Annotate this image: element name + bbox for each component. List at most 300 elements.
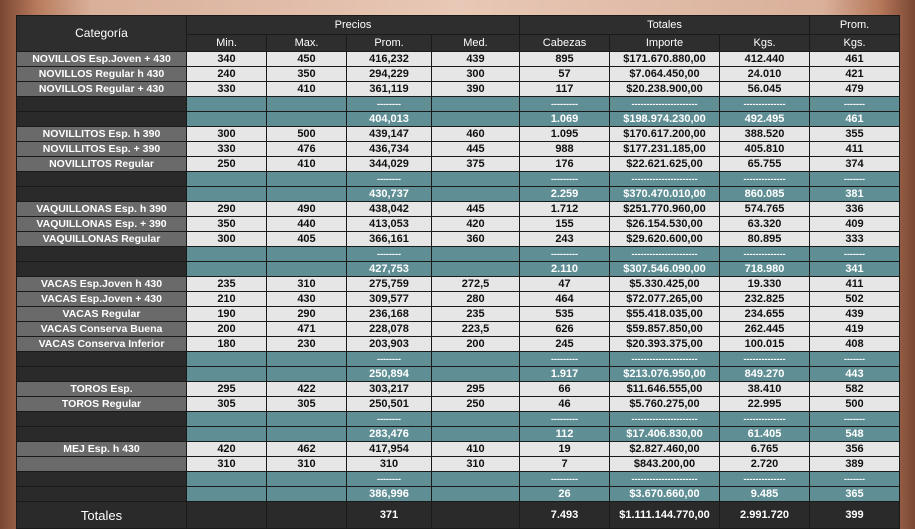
subtotal-empty [267, 187, 347, 202]
cell-prom-kgs: 502 [810, 292, 900, 307]
separator-prom: -------- [347, 412, 432, 427]
cell-min: 340 [187, 52, 267, 67]
row-category: VACAS Conserva Buena [17, 322, 187, 337]
cell-importe: $20.393.375,00 [610, 337, 720, 352]
separator-kgs: -------------- [720, 172, 810, 187]
subtotal-empty [187, 262, 267, 277]
row-category: TOROS Regular [17, 397, 187, 412]
separator-prom: -------- [347, 172, 432, 187]
subtotal-prom-kgs: 443 [810, 367, 900, 382]
cell-max: 422 [267, 382, 347, 397]
totals-cabezas: 7.493 [520, 502, 610, 529]
cell-kgs: 80.895 [720, 232, 810, 247]
cell-min: 330 [187, 82, 267, 97]
subtotal-row [17, 367, 900, 382]
row-category: NOVILLOS Esp.Joven + 430 [17, 52, 187, 67]
cell-med: 375 [432, 157, 520, 172]
cell-med: 460 [432, 127, 520, 142]
separator-row [17, 172, 900, 187]
separator-importe: ---------------------- [610, 352, 720, 367]
cell-min: 190 [187, 307, 267, 322]
separator-row [17, 472, 900, 487]
separator-row [17, 97, 900, 112]
cell-kgs: 388.520 [720, 127, 810, 142]
cell-kgs: 412.440 [720, 52, 810, 67]
separator-kgs: -------------- [720, 247, 810, 262]
separator-importe: ---------------------- [610, 247, 720, 262]
table-row [17, 292, 900, 307]
table-row [17, 337, 900, 352]
subtotal-prom: 430,737 [347, 187, 432, 202]
totals-row [17, 502, 900, 529]
separator-empty [267, 352, 347, 367]
table-row [17, 382, 900, 397]
separator-empty [432, 247, 520, 262]
table-row [17, 82, 900, 97]
livestock-price-table [16, 15, 900, 529]
cell-prom: 361,119 [347, 82, 432, 97]
subtotal-empty [17, 187, 187, 202]
subtotal-empty [432, 112, 520, 127]
separator-empty [432, 352, 520, 367]
row-category: VACAS Regular [17, 307, 187, 322]
subtotal-prom-kgs: 548 [810, 427, 900, 442]
cell-max: 310 [267, 457, 347, 472]
cell-max: 350 [267, 67, 347, 82]
cell-med: 272,5 [432, 277, 520, 292]
subtotal-empty [187, 427, 267, 442]
cell-kgs: 19.330 [720, 277, 810, 292]
cell-prom: 416,232 [347, 52, 432, 67]
cell-min: 200 [187, 322, 267, 337]
cell-prom: 366,161 [347, 232, 432, 247]
cell-max: 440 [267, 217, 347, 232]
table-row [17, 217, 900, 232]
cell-cabezas: 66 [520, 382, 610, 397]
separator-row [17, 247, 900, 262]
cell-importe: $20.238.900,00 [610, 82, 720, 97]
cell-min: 210 [187, 292, 267, 307]
cell-prom-kgs: 419 [810, 322, 900, 337]
header-precios: Precios [187, 16, 520, 35]
cell-cabezas: 1.712 [520, 202, 610, 217]
subtotal-prom-kgs: 381 [810, 187, 900, 202]
subtotal-cabezas: 1.069 [520, 112, 610, 127]
subtotal-prom-kgs: 341 [810, 262, 900, 277]
separator-empty [17, 412, 187, 427]
subtotal-empty [187, 367, 267, 382]
separator-empty [432, 472, 520, 487]
table-row [17, 52, 900, 67]
cell-med: 250 [432, 397, 520, 412]
separator-empty [17, 352, 187, 367]
separator-cabezas: --------- [520, 172, 610, 187]
cell-med: 200 [432, 337, 520, 352]
col-prom: Prom. [347, 35, 432, 52]
cell-min: 250 [187, 157, 267, 172]
cell-prom-kgs: 333 [810, 232, 900, 247]
cell-cabezas: 895 [520, 52, 610, 67]
cell-med: 310 [432, 457, 520, 472]
header-prom: Prom. [810, 16, 900, 35]
col-importe: Importe [610, 35, 720, 52]
separator-prom-kgs: ------- [810, 412, 900, 427]
cell-kgs: 405.810 [720, 142, 810, 157]
separator-cabezas: --------- [520, 412, 610, 427]
cell-importe: $11.646.555,00 [610, 382, 720, 397]
cell-kgs: 232.825 [720, 292, 810, 307]
subtotal-prom-kgs: 461 [810, 112, 900, 127]
cell-kgs: 100.015 [720, 337, 810, 352]
table-row [17, 307, 900, 322]
table-body [17, 52, 900, 502]
cell-cabezas: 535 [520, 307, 610, 322]
cell-max: 450 [267, 52, 347, 67]
report-frame [16, 15, 899, 523]
totals-prom-kgs: 399 [810, 502, 900, 529]
cell-max: 405 [267, 232, 347, 247]
cell-min: 330 [187, 142, 267, 157]
separator-empty [187, 172, 267, 187]
subtotal-empty [17, 487, 187, 502]
cell-kgs: 56.045 [720, 82, 810, 97]
cell-cabezas: 19 [520, 442, 610, 457]
cell-kgs: 574.765 [720, 202, 810, 217]
subtotal-prom: 386,996 [347, 487, 432, 502]
cell-prom: 439,147 [347, 127, 432, 142]
separator-prom: -------- [347, 472, 432, 487]
cell-importe: $29.620.600,00 [610, 232, 720, 247]
separator-empty [432, 97, 520, 112]
cell-prom: 344,029 [347, 157, 432, 172]
cell-med: 445 [432, 142, 520, 157]
totals-importe: $1.111.144.770,00 [610, 502, 720, 529]
subtotal-row [17, 112, 900, 127]
cell-prom: 294,229 [347, 67, 432, 82]
col-kgs: Kgs. [720, 35, 810, 52]
cell-importe: $5.330.425,00 [610, 277, 720, 292]
cell-prom: 417,954 [347, 442, 432, 457]
row-category: TOROS Esp. [17, 382, 187, 397]
cell-kgs: 22.995 [720, 397, 810, 412]
cell-importe: $843.200,00 [610, 457, 720, 472]
cell-prom-kgs: 411 [810, 142, 900, 157]
cell-importe: $2.827.460,00 [610, 442, 720, 457]
cell-kgs: 38.410 [720, 382, 810, 397]
cell-prom-kgs: 500 [810, 397, 900, 412]
cell-min: 235 [187, 277, 267, 292]
separator-prom: -------- [347, 352, 432, 367]
separator-empty [187, 352, 267, 367]
subtotal-kgs: 9.485 [720, 487, 810, 502]
cell-kgs: 65.755 [720, 157, 810, 172]
cell-med: 445 [432, 202, 520, 217]
subtotal-kgs: 492.495 [720, 112, 810, 127]
col-cabezas: Cabezas [520, 35, 610, 52]
cell-min: 180 [187, 337, 267, 352]
cell-importe: $55.418.035,00 [610, 307, 720, 322]
separator-cabezas: --------- [520, 352, 610, 367]
table-row [17, 157, 900, 172]
row-category: VAQUILLONAS Regular [17, 232, 187, 247]
cell-importe: $170.617.200,00 [610, 127, 720, 142]
cell-prom-kgs: 389 [810, 457, 900, 472]
cell-prom-kgs: 408 [810, 337, 900, 352]
cell-min: 295 [187, 382, 267, 397]
col-max: Max. [267, 35, 347, 52]
cell-max: 500 [267, 127, 347, 142]
row-category: VACAS Esp.Joven h 430 [17, 277, 187, 292]
subtotal-importe: $370.470.010,00 [610, 187, 720, 202]
subtotal-importe: $213.076.950,00 [610, 367, 720, 382]
cell-importe: $5.760.275,00 [610, 397, 720, 412]
table-row [17, 277, 900, 292]
subtotal-cabezas: 2.259 [520, 187, 610, 202]
table-row [17, 142, 900, 157]
header-totales: Totales [520, 16, 810, 35]
table-row [17, 397, 900, 412]
subtotal-empty [187, 112, 267, 127]
cell-prom-kgs: 409 [810, 217, 900, 232]
separator-empty [17, 247, 187, 262]
row-category: VAQUILLONAS Esp. + 390 [17, 217, 187, 232]
separator-kgs: -------------- [720, 352, 810, 367]
cell-prom-kgs: 336 [810, 202, 900, 217]
cell-prom: 250,501 [347, 397, 432, 412]
separator-empty [17, 472, 187, 487]
cell-cabezas: 57 [520, 67, 610, 82]
cell-prom: 303,217 [347, 382, 432, 397]
row-category: MEJ Esp. h 430 [17, 442, 187, 457]
cell-importe: $22.621.625,00 [610, 157, 720, 172]
separator-empty [187, 97, 267, 112]
subtotal-empty [267, 487, 347, 502]
table-row [17, 67, 900, 82]
cell-med: 420 [432, 217, 520, 232]
subtotal-cabezas: 112 [520, 427, 610, 442]
subtotal-importe: $198.974.230,00 [610, 112, 720, 127]
cell-cabezas: 46 [520, 397, 610, 412]
separator-cabezas: --------- [520, 472, 610, 487]
cell-med: 360 [432, 232, 520, 247]
separator-empty [432, 172, 520, 187]
subtotal-empty [17, 112, 187, 127]
subtotal-row [17, 262, 900, 277]
subtotal-empty [187, 187, 267, 202]
col-min: Min. [187, 35, 267, 52]
cell-min: 310 [187, 457, 267, 472]
subtotal-kgs: 849.270 [720, 367, 810, 382]
cell-importe: $59.857.850,00 [610, 322, 720, 337]
subtotal-importe: $307.546.090,00 [610, 262, 720, 277]
cell-max: 471 [267, 322, 347, 337]
subtotal-kgs: 860.085 [720, 187, 810, 202]
cell-prom: 236,168 [347, 307, 432, 322]
subtotal-empty [17, 262, 187, 277]
table-row [17, 202, 900, 217]
cell-cabezas: 155 [520, 217, 610, 232]
separator-empty [267, 172, 347, 187]
cell-max: 462 [267, 442, 347, 457]
subtotal-cabezas: 1.917 [520, 367, 610, 382]
cell-min: 420 [187, 442, 267, 457]
subtotal-row [17, 187, 900, 202]
separator-importe: ---------------------- [610, 412, 720, 427]
cell-med: 410 [432, 442, 520, 457]
cell-cabezas: 626 [520, 322, 610, 337]
separator-row [17, 352, 900, 367]
row-category: NOVILLITOS Esp. h 390 [17, 127, 187, 142]
totals-prom: 371 [347, 502, 432, 529]
cell-med: 439 [432, 52, 520, 67]
cell-importe: $72.077.265,00 [610, 292, 720, 307]
row-category: NOVILLITOS Esp. + 390 [17, 142, 187, 157]
totals-empty [187, 502, 267, 529]
cell-max: 230 [267, 337, 347, 352]
separator-prom-kgs: ------- [810, 172, 900, 187]
subtotal-empty [17, 367, 187, 382]
row-category: NOVILLITOS Regular [17, 157, 187, 172]
cell-cabezas: 7 [520, 457, 610, 472]
separator-prom: -------- [347, 247, 432, 262]
cell-importe: $251.770.960,00 [610, 202, 720, 217]
cell-prom: 203,903 [347, 337, 432, 352]
cell-min: 350 [187, 217, 267, 232]
cell-max: 476 [267, 142, 347, 157]
separator-prom: -------- [347, 97, 432, 112]
row-category [17, 457, 187, 472]
cell-cabezas: 988 [520, 142, 610, 157]
subtotal-kgs: 61.405 [720, 427, 810, 442]
cell-cabezas: 245 [520, 337, 610, 352]
cell-max: 490 [267, 202, 347, 217]
subtotal-empty [267, 427, 347, 442]
cell-importe: $26.154.530,00 [610, 217, 720, 232]
subtotal-empty [187, 487, 267, 502]
totals-label: Totales [17, 502, 187, 529]
subtotal-prom: 283,476 [347, 427, 432, 442]
cell-min: 300 [187, 127, 267, 142]
cell-prom-kgs: 582 [810, 382, 900, 397]
subtotal-kgs: 718.980 [720, 262, 810, 277]
cell-cabezas: 47 [520, 277, 610, 292]
cell-med: 295 [432, 382, 520, 397]
cell-prom: 438,042 [347, 202, 432, 217]
totals-empty [432, 502, 520, 529]
cell-med: 235 [432, 307, 520, 322]
cell-max: 410 [267, 82, 347, 97]
cell-med: 223,5 [432, 322, 520, 337]
cell-cabezas: 117 [520, 82, 610, 97]
subtotal-prom-kgs: 365 [810, 487, 900, 502]
cell-max: 410 [267, 157, 347, 172]
separator-row [17, 412, 900, 427]
subtotal-empty [432, 262, 520, 277]
separator-empty [187, 472, 267, 487]
row-category: NOVILLOS Regular h 430 [17, 67, 187, 82]
cell-prom-kgs: 374 [810, 157, 900, 172]
row-category: VACAS Esp.Joven + 430 [17, 292, 187, 307]
subtotal-row [17, 487, 900, 502]
subtotal-empty [267, 112, 347, 127]
subtotal-empty [267, 367, 347, 382]
cell-min: 240 [187, 67, 267, 82]
separator-cabezas: --------- [520, 97, 610, 112]
cell-prom: 309,577 [347, 292, 432, 307]
cell-prom: 310 [347, 457, 432, 472]
subtotal-importe: $3.670.660,00 [610, 487, 720, 502]
cell-kgs: 24.010 [720, 67, 810, 82]
col-prom-kgs: Kgs. [810, 35, 900, 52]
cell-max: 310 [267, 277, 347, 292]
cell-max: 290 [267, 307, 347, 322]
separator-empty [187, 247, 267, 262]
subtotal-empty [267, 262, 347, 277]
table-row [17, 442, 900, 457]
separator-cabezas: --------- [520, 247, 610, 262]
subtotal-row [17, 427, 900, 442]
separator-importe: ---------------------- [610, 172, 720, 187]
cell-max: 305 [267, 397, 347, 412]
cell-min: 290 [187, 202, 267, 217]
cell-min: 305 [187, 397, 267, 412]
subtotal-empty [432, 187, 520, 202]
table-row [17, 127, 900, 142]
cell-prom-kgs: 356 [810, 442, 900, 457]
separator-importe: ---------------------- [610, 97, 720, 112]
separator-empty [267, 412, 347, 427]
cell-prom: 275,759 [347, 277, 432, 292]
separator-prom-kgs: ------- [810, 247, 900, 262]
cell-prom: 228,078 [347, 322, 432, 337]
cell-prom: 436,734 [347, 142, 432, 157]
row-category: NOVILLOS Regular + 430 [17, 82, 187, 97]
separator-empty [187, 412, 267, 427]
separator-empty [432, 412, 520, 427]
cell-med: 390 [432, 82, 520, 97]
subtotal-prom: 250,894 [347, 367, 432, 382]
subtotal-empty [432, 427, 520, 442]
table-row [17, 232, 900, 247]
subtotal-empty [432, 367, 520, 382]
cell-max: 430 [267, 292, 347, 307]
separator-empty [17, 97, 187, 112]
separator-kgs: -------------- [720, 472, 810, 487]
cell-kgs: 6.765 [720, 442, 810, 457]
subtotal-cabezas: 2.110 [520, 262, 610, 277]
subtotal-empty [432, 487, 520, 502]
cell-cabezas: 176 [520, 157, 610, 172]
separator-empty [267, 97, 347, 112]
separator-prom-kgs: ------- [810, 472, 900, 487]
cell-med: 300 [432, 67, 520, 82]
cell-prom-kgs: 439 [810, 307, 900, 322]
subtotal-prom: 427,753 [347, 262, 432, 277]
cell-med: 280 [432, 292, 520, 307]
totals-kgs: 2.991.720 [720, 502, 810, 529]
row-category: VACAS Conserva Inferior [17, 337, 187, 352]
separator-empty [267, 247, 347, 262]
cell-min: 300 [187, 232, 267, 247]
cell-prom-kgs: 461 [810, 52, 900, 67]
cell-kgs: 234.655 [720, 307, 810, 322]
separator-empty [17, 172, 187, 187]
table-row [17, 322, 900, 337]
subtotal-prom: 404,013 [347, 112, 432, 127]
subtotal-cabezas: 26 [520, 487, 610, 502]
separator-empty [267, 472, 347, 487]
col-med: Med. [432, 35, 520, 52]
